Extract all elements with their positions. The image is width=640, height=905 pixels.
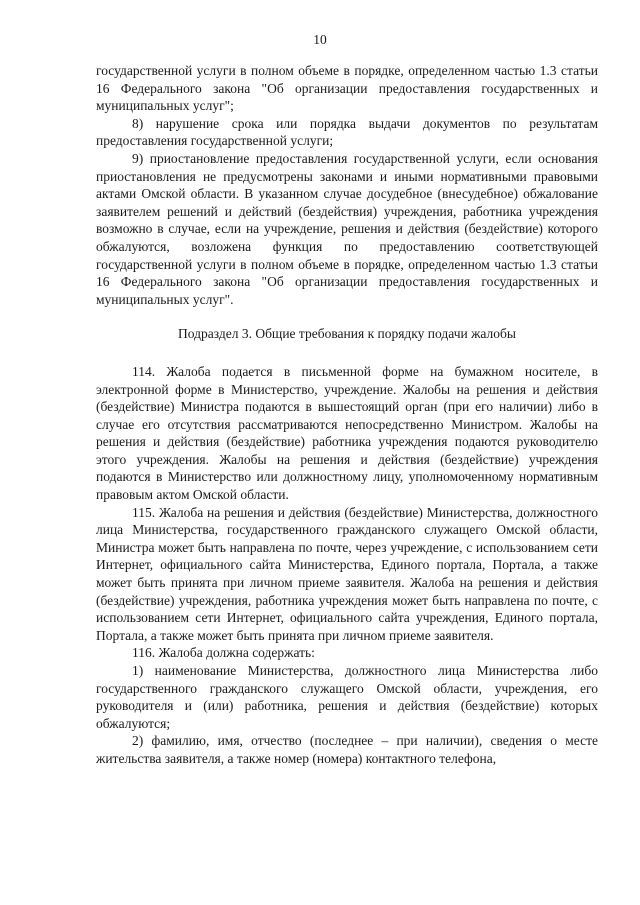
paragraph-continuation: государственной услуги в полном объеме в порядке, определенном частью 1.3 статьи 16 Федерального закона "Об организации предоставления государственных и муниципальных услуг";	[96, 63, 598, 114]
paragraph-item-9: 9) приостановление предоставления государственной услуги, если основания приостановления не предусмотрены законами и иными нормативными правовыми актами Омской области. В указанном случае досудебное (внесудебное) обжалование заявителем решений и действий (бездействия) учреждения, работника учреждения возможно в случае, если на учреждение, решения и действия (бездействие) которого обжалуются, возложена функция по предоставлению соответствующей государственной услуги в полном объеме в порядке, определенном частью 1.3 статьи 16 Федерального закона "Об организации предоставления государственных и муниципальных услуг".	[96, 150, 598, 307]
paragraph-116-item-1: 1) наименование Министерства, должностного лица Министерства либо государственного гражданского служащего Омской области, учреждения, его руководителя и (или) работника, решения и действия (бездействие) которых обжалуются;	[96, 663, 598, 731]
subsection-heading: Подраздел 3. Общие требования к порядку подачи жалобы	[178, 326, 516, 342]
paragraph-116: 116. Жалоба должна содержать:	[132, 645, 315, 661]
paragraph-115: 115. Жалоба на решения и действия (бездействие) Министерства, должностного лица Министерства, государственного гражданского служащего Омской области, Министра может быть направлена по почте, через учреждение, с использованием сети Интернет, официального сайта Министерства, Единого портала, Портала, а также может быть принята при личном приеме заявителя. Жалоба на решения и действия (бездействие) учреждения, работника учреждения может быть направлена по почте, с использованием сети Интернет, официального сайта учреждения, Единого портала, Портала, а также может быть принята при личном приеме заявителя.	[96, 504, 598, 643]
paragraph-116-item-2: 2) фамилию, имя, отчество (последнее – при наличии), сведения о месте жительства заявителя, а также номер (номера) контактного телефона,	[96, 733, 598, 766]
page-number: 10	[313, 32, 327, 47]
document-body	[96, 62, 598, 768]
paragraph-item-8: 8) нарушение срока или порядка выдачи документов по результатам предоставления государственной услуги;	[96, 115, 598, 149]
paragraph-114: 114. Жалоба подается в письменной форме на бумажном носителе, в электронной форме в Министерство, учреждение. Жалобы на решения и действия (бездействие) Министра подаются в вышестоящий орган (при его наличии) либо в случае его отсутствия рассматриваются непосредственно Министром. Жалобы на решения и действия (бездействие) работника учреждения подаются руководителю этого учреждения. Жалобы на решения и действия (бездействие) учреждения подаются в Министерство или должностному лицу, уполномоченному нормативным правовым актом Омской области.	[96, 363, 598, 503]
